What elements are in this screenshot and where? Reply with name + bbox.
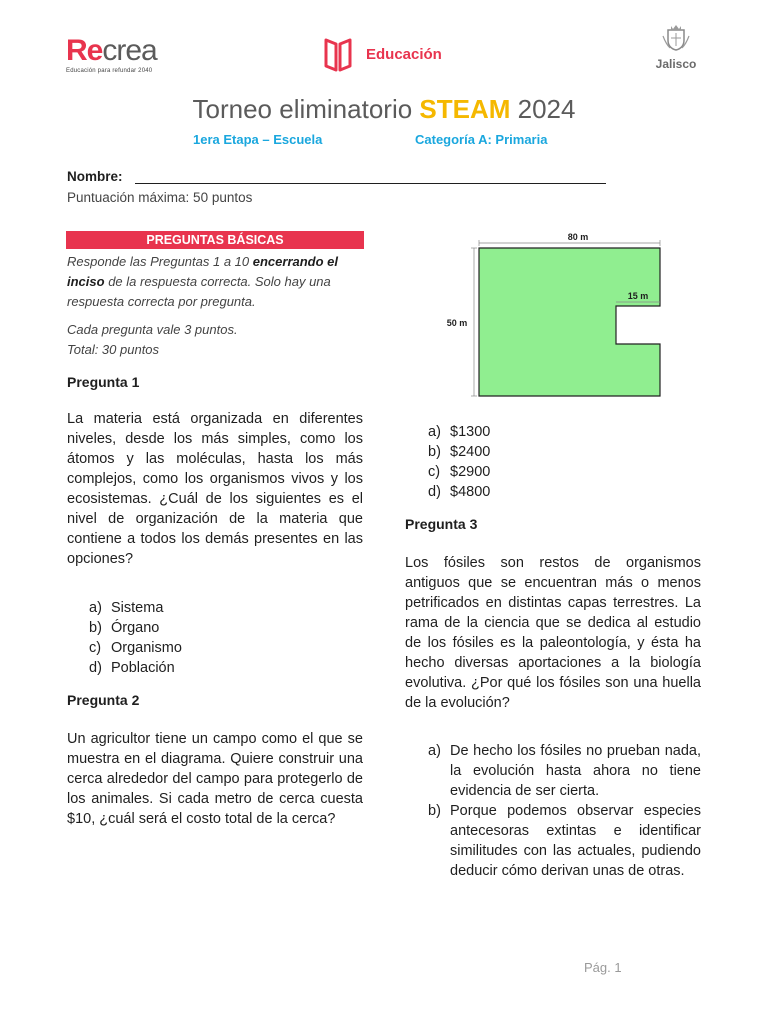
educacion-logo [322,34,442,74]
option-letter: a) [428,424,441,440]
question-3-title: Pregunta 3 [405,516,478,532]
option-letter: a) [428,743,441,759]
question-2-option[interactable] [428,462,490,482]
option-text: Organismo [111,640,182,656]
option-text: Población [111,660,175,676]
question-1-option[interactable] [89,618,182,638]
notch-label: 15 m [627,291,649,301]
option-letter: c) [89,640,102,656]
instructions [67,252,363,312]
category-label: Categoría A: Primaria [415,132,548,147]
question-1-option[interactable] [89,598,182,618]
question-3-option[interactable] [428,801,701,881]
jalisco-label: Jalisco [655,57,697,71]
question-1-text: La materia está organizada en diferentes niveles, desde los más simples, como los átomos y las moléculas, hasta los más complejos, como los organismos vivos y los ecosistemas. ¿Cuál de los siguientes es el nivel de organización de la materia que contiene a todos los demás presentes en las opciones? [67,411,363,567]
stage-label: 1era Etapa – Escuela [193,132,323,147]
instructions-c: de la respuesta correcta. Solo hay una respuesta correcta por pregunta. [67,274,331,309]
question-1-option[interactable] [89,658,182,678]
page-title [0,94,768,125]
option-letter: a) [89,600,102,616]
question-2-options [428,422,490,502]
open-book-icon [322,36,354,72]
jalisco-logo [646,24,706,71]
option-text: Sistema [111,600,164,616]
title-year: 2024 [510,94,576,124]
option-text: Porque podemos observar especies antecesoras extintas e identificar similitudes con las actuales, pudiendo deducir cómo derivan unas de otras. [450,803,701,879]
option-text: $2900 [450,464,491,480]
recrea-tagline: Educación para refundar 2040 [66,68,153,74]
page-number: Pág. 1 [584,960,622,975]
title-accent: STEAM [419,94,511,124]
name-label: Nombre: [67,169,123,184]
jalisco-coat-of-arms-icon [660,24,692,52]
field-diagram [435,228,675,400]
question-3-options [428,741,701,881]
question-2-option[interactable] [428,422,490,442]
points-total: Total: 30 puntos [67,342,160,357]
question-2-option[interactable] [428,442,490,462]
option-text: $1300 [450,424,491,440]
question-2-text: Un agricultor tiene un campo como el que se muestra en el diagrama. Quiere construir una cerca alrededor del campo para protegerlo de los animales. Si cada metro de cerca cuesta $10, ¿cuál será el costo total de la cerca? [67,731,363,827]
question-3-text: Los fósiles son restos de organismos antiguos que se encuentran más o menos petrificados en distintas capas terrestres. La rama de la ciencia que se dedica al estudio de los fósiles es la paleontología, y ésta ha hecho diversas aportaciones a la biología evolutiva. ¿Por qué los fósiles son una huella de la evolución? [405,555,701,711]
option-letter: b) [428,444,441,460]
title-main: Torneo eliminatorio [192,94,420,124]
question-1-option[interactable] [89,638,182,658]
question-2-option[interactable] [428,482,490,502]
width-label: 80 m [567,232,589,242]
question-1-title: Pregunta 1 [67,374,140,390]
recrea-logo [66,36,186,86]
option-text: De hecho los fósiles no prueban nada, la evolución hasta ahora no tiene evidencia de ser cierta. [450,743,701,799]
recrea-logo-re: Re [66,34,103,67]
option-letter: b) [89,620,102,636]
option-letter: d) [428,484,441,500]
instructions-a: Responde las Preguntas 1 a 10 [67,254,253,269]
option-text: $4800 [450,484,491,500]
points-info [67,320,363,360]
option-text: Órgano [111,620,160,636]
question-1-options [89,598,182,678]
max-score-text: Puntuación máxima: 50 puntos [67,190,253,205]
instructions-bold: encerrando el inciso [67,254,339,289]
section-banner: PREGUNTAS BÁSICAS [66,231,364,249]
recrea-logo-crea: crea [102,34,157,67]
educacion-label: Educación [366,45,442,63]
question-2-title: Pregunta 2 [67,692,140,708]
option-letter: b) [428,803,441,819]
points-per-question: Cada pregunta vale 3 puntos. [67,322,238,337]
option-letter: d) [89,660,102,676]
height-label: 50 m [446,318,468,328]
option-letter: c) [428,464,441,480]
name-field[interactable] [135,183,606,184]
question-3-option[interactable] [428,741,701,801]
field-shape [479,248,660,396]
option-text: $2400 [450,444,491,460]
